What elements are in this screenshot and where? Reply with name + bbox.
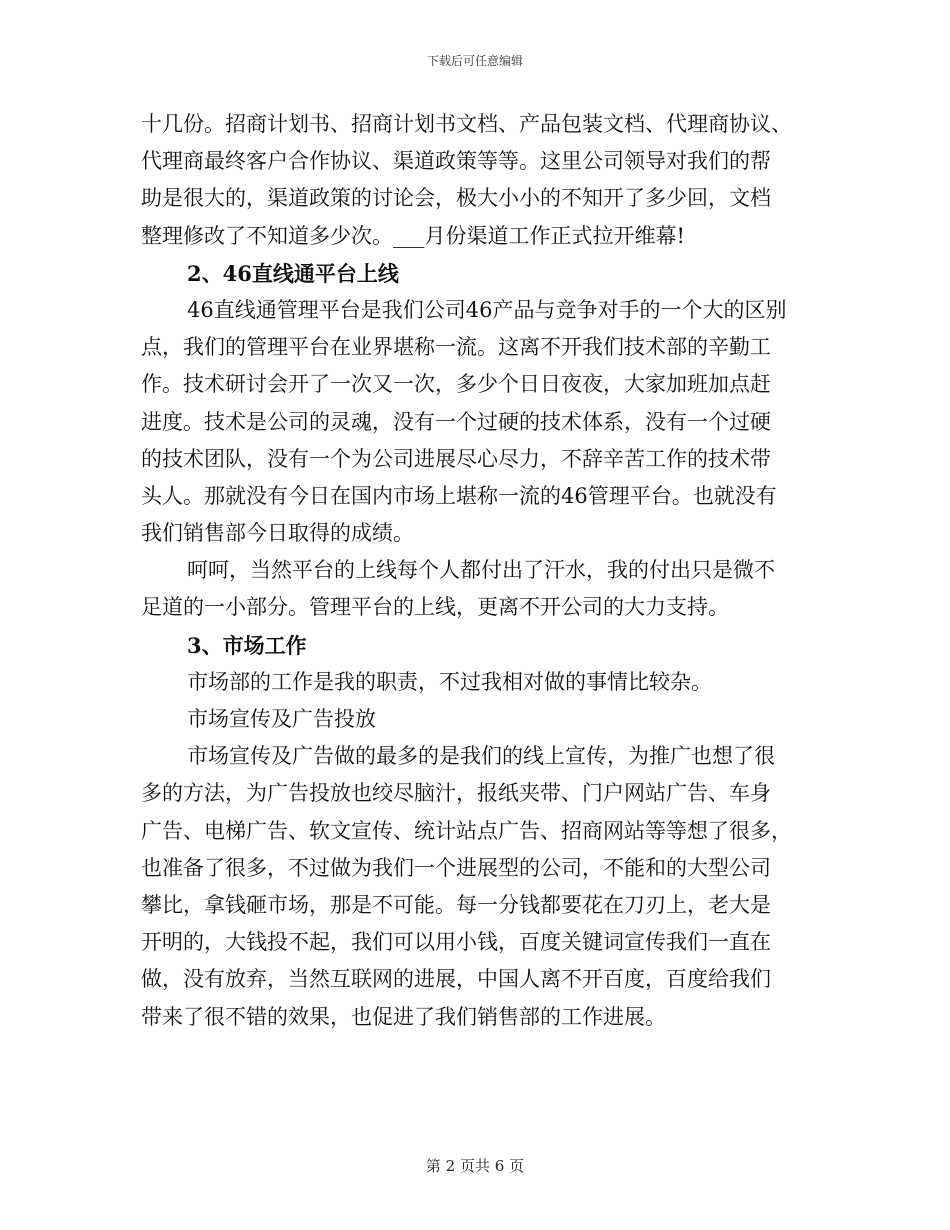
text-line: 十几份。招商计划书、招商计划书文档、产品包装文档、代理商协议、 bbox=[141, 112, 792, 136]
text-line: 攀比，拿钱砸市场，那是不可能。每一分钱都要花在刀刃上，老大是 bbox=[141, 892, 771, 917]
page-footer: 第 2 页共 6 页 bbox=[425, 1157, 525, 1175]
text-line: 市场宣传及广告做的最多的是我们的线上宣传，为推广也想了很 bbox=[187, 744, 775, 769]
text-line: 助是很大的，渠道政策的讨论会，极大小小的不知开了多少回，文档 bbox=[141, 186, 771, 211]
text-line: 足道的一小部分。管理平台的上线，更离不开公司的大力支持。 bbox=[141, 595, 729, 620]
section-heading: 2、46直线通平台上线 bbox=[187, 260, 399, 286]
text-line: 开明的，大钱投不起，我们可以用小钱，百度关键词宣传我们一直在 bbox=[141, 930, 771, 955]
subsection-title: 市场宣传及广告投放 bbox=[187, 707, 376, 731]
page-header: 下载后可任意编辑 bbox=[426, 54, 523, 68]
text-line: 46直线通管理平台是我们公司46产品与竞争对手的一个大的区别 bbox=[187, 297, 787, 322]
text-line: 呵呵，当然平台的上线每个人都付出了汗水，我的付出只是微不 bbox=[187, 558, 775, 583]
text-line: 头人。那就没有今日在国内市场上堪称一流的46管理平台。也就没有 bbox=[141, 483, 777, 508]
section-heading: 3、市场工作 bbox=[187, 632, 307, 658]
text-line: 整理修改了不知道多少次。___月份渠道工作正式拉开维幕! bbox=[141, 223, 685, 248]
text-line: 广告、电梯广告、软文宣传、统计站点广告、招商网站等等想了很多， bbox=[141, 818, 792, 843]
text-line: 做，没有放弃，当然互联网的进展，中国人离不开百度，百度给我们 bbox=[141, 967, 771, 992]
text-line: 作。技术研讨会开了一次又一次，多少个日日夜夜，大家加班加点赶 bbox=[141, 372, 771, 397]
text-line: 多的方法，为广告投放也绞尽脑汁，报纸夹带、门户网站广告、车身 bbox=[141, 781, 771, 806]
text-line: 市场部的工作是我的职责，不过我相对做的事情比较杂。 bbox=[187, 669, 712, 694]
text-line: 代理商最终客户合作协议、渠道政策等等。这里公司领导对我们的帮 bbox=[141, 149, 771, 174]
text-line: 我们销售部今日取得的成绩。 bbox=[141, 521, 414, 546]
text-line: 进度。技术是公司的灵魂，没有一个过硬的技术体系，没有一个过硬 bbox=[141, 409, 771, 434]
text-line: 也准备了很多，不过做为我们一个进展型的公司，不能和的大型公司 bbox=[141, 855, 771, 880]
text-line: 点，我们的管理平台在业界堪称一流。这离不开我们技术部的辛勤工 bbox=[141, 335, 771, 360]
text-line: 的技术团队，没有一个为公司进展尽心尽力，不辞辛苦工作的技术带 bbox=[141, 446, 771, 471]
text-line: 带来了很不错的效果，也促进了我们销售部的工作进展。 bbox=[141, 1004, 666, 1029]
document-body bbox=[141, 106, 817, 1036]
